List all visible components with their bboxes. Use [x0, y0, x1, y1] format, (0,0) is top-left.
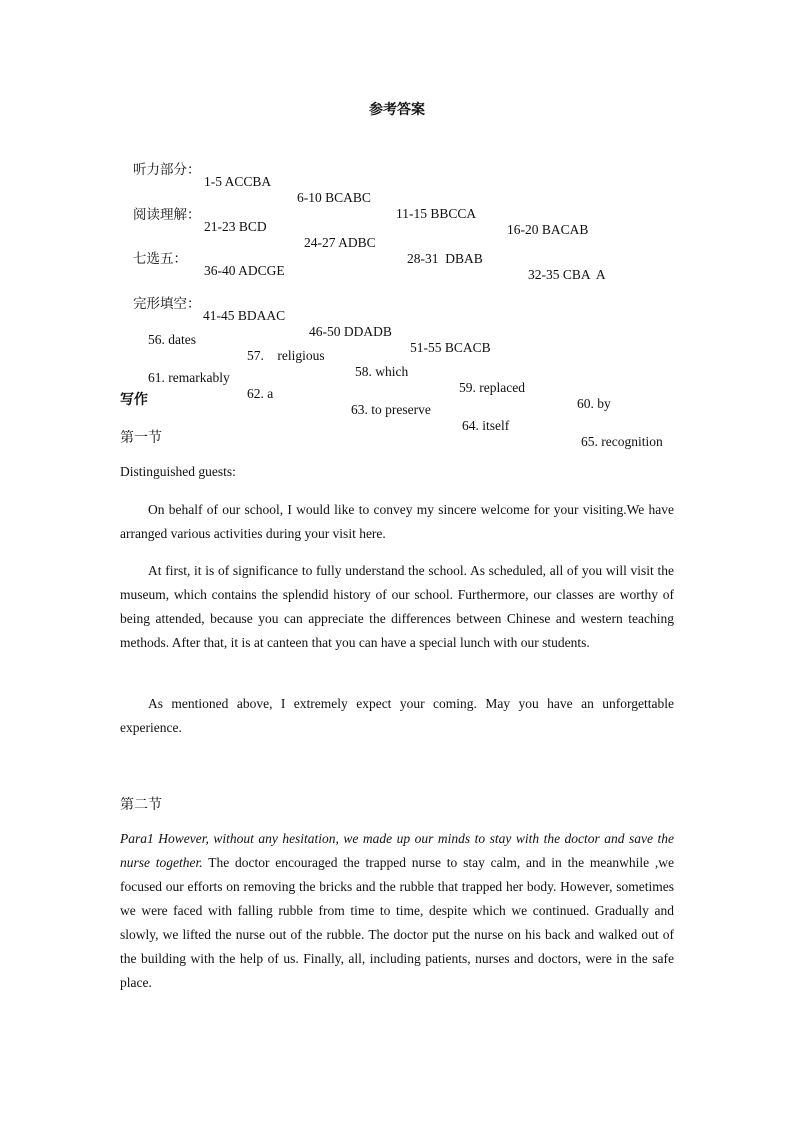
- story-paragraph: [120, 827, 674, 995]
- answer-item: 21-23 BCD: [204, 219, 267, 234]
- writing-heading: 写作: [120, 392, 148, 408]
- answer-item: 41-45 BDAAC: [203, 308, 286, 323]
- answer-item: 57. religious: [247, 348, 325, 363]
- story-paragraph-body: The doctor encouraged the trapped nurse to stay calm, and in the meanwhile ,we focused our efforts on removing the bricks and the rubble that trapped her body. However, sometimes we were faced with falling rubble from time to time, despite which we continued. Gradually and slowly, we lifted the nurse out of the rubble. The doctor put the nurse on his back and walked out of the building with the help of us. Finally, all, including patients, nurses and doctors, were in the safe place.: [120, 855, 674, 990]
- answer-item: 65. recognition: [581, 434, 663, 449]
- answer-item: 59. replaced: [459, 380, 525, 395]
- answer-item: 11-15 BBCCA: [396, 206, 477, 221]
- answer-item: 56. dates: [148, 332, 196, 347]
- answer-item: 6-10 BCABC: [297, 190, 371, 205]
- section-heading-1: 第一节: [120, 430, 162, 446]
- answer-label: 听力部分：: [133, 162, 201, 178]
- answer-item: 51-55 BCACB: [410, 340, 491, 355]
- answer-item: 24-27 ADBC: [304, 235, 376, 250]
- answer-item: 62. a: [247, 386, 274, 401]
- answer-item: 46-50 DDADB: [309, 324, 392, 339]
- answer-item: 1-5 ACCBA: [204, 174, 272, 189]
- answer-item: 58. which: [355, 364, 409, 379]
- answer-item: 61. remarkably: [148, 370, 230, 385]
- answer-label: 完形填空：: [133, 296, 201, 312]
- letter-paragraph: As mentioned above, I extremely expect your coming. May you have an unforgettable experience.: [120, 696, 674, 735]
- letter-salutation: Distinguished guests:: [120, 464, 236, 479]
- answer-item: 63. to preserve: [351, 402, 431, 417]
- answer-item: 32-35 CBA A: [528, 267, 606, 282]
- answer-label: 七选五：: [133, 251, 187, 267]
- answer-item: 64. itself: [462, 418, 510, 433]
- answer-item: 28-31 DBAB: [407, 251, 483, 266]
- answer-item: 36-40 ADCGE: [204, 263, 285, 278]
- answer-item: 60. by: [577, 396, 611, 411]
- page-title: 参考答案: [369, 102, 425, 118]
- story-paragraph-opening: Para1 However, without any hesitation, we made up our minds to stay with the doctor and save the nurse together.: [120, 831, 674, 870]
- answer-item: 16-20 BACAB: [507, 222, 589, 237]
- section-heading-2: 第二节: [120, 797, 162, 813]
- letter-paragraph: At first, it is of significance to fully understand the school. As scheduled, all of you will visit the museum, which contains the splendid history of our school. Furthermore, our classes are worthy of being attended, because you can appreciate the differences between Chinese and western teaching methods. After that, it is at canteen that you can have a special lunch with our students.: [120, 563, 674, 650]
- answer-label: 阅读理解：: [133, 207, 201, 223]
- letter-paragraph: On behalf of our school, I would like to convey my sincere welcome for your visiting.We have arranged various activities during your visit here.: [120, 502, 674, 541]
